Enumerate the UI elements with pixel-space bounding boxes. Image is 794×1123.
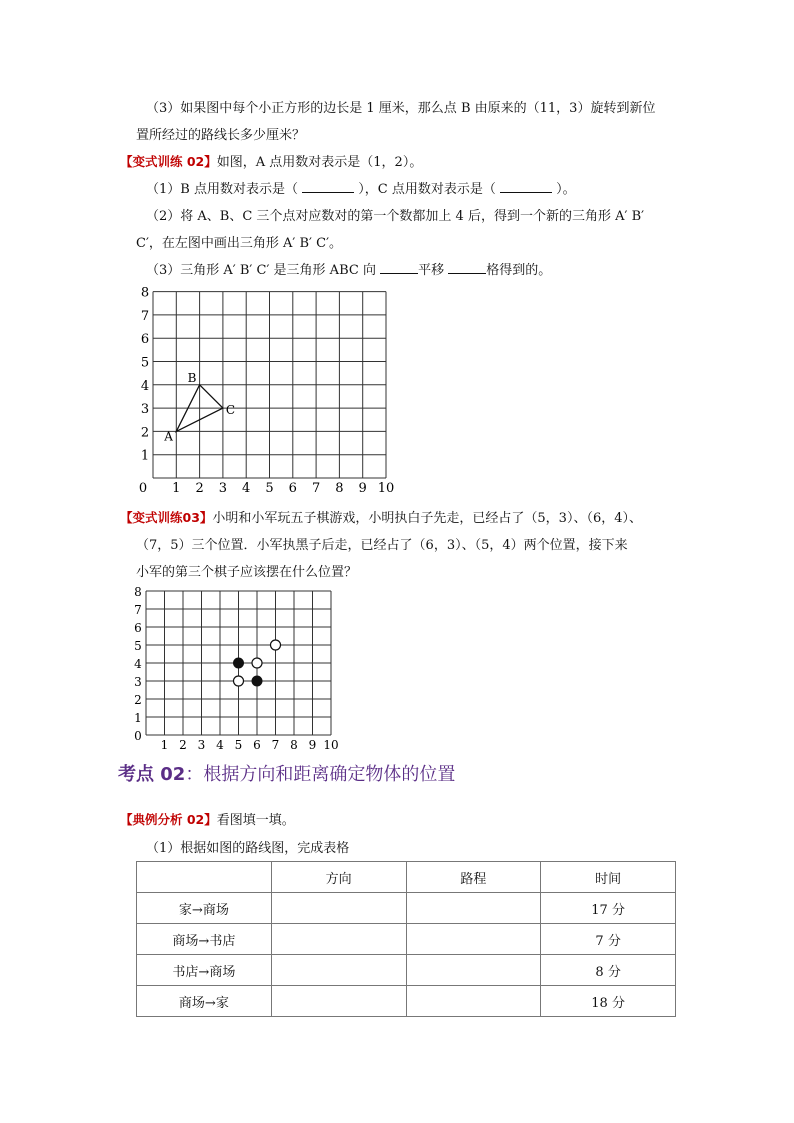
- distance-cell[interactable]: [406, 924, 541, 955]
- route-cell: 家→商场: [137, 893, 272, 924]
- exercise-02-part2-line1: （2）将 A、B、C 三个点对应数对的第一个数都加上 4 后，得到一个新的三角形 A′ B′: [146, 209, 645, 224]
- table-header-empty: [137, 862, 272, 893]
- exercise-03-line2: （7，5）三个位置．小军执黑子后走，已经占了（6，3）、（5，4）两个位置，接下来: [136, 538, 628, 553]
- y-tick-label: 6: [140, 332, 150, 348]
- y-tick-label: 6: [134, 621, 142, 635]
- x-tick-label: 5: [234, 738, 243, 752]
- gomoku-board: [127, 585, 347, 755]
- example-analysis-intro: 看图填一填。: [216, 813, 295, 828]
- part3-text-a: （3）三角形 A′ B′ C′ 是三角形 ABC 向: [146, 263, 376, 278]
- table-row: [137, 924, 676, 955]
- route-cell: 商场→家: [137, 986, 272, 1017]
- y-tick-label: 7: [134, 603, 142, 617]
- x-tick-label: 10: [323, 738, 339, 752]
- y-tick-label: 2: [140, 425, 150, 441]
- distance-cell[interactable]: [406, 893, 541, 924]
- white-stone: [271, 640, 281, 650]
- black-stone: [252, 676, 262, 686]
- direction-cell[interactable]: [271, 893, 406, 924]
- x-tick-label: 9: [358, 481, 367, 496]
- time-cell: 18 分: [541, 986, 676, 1017]
- exercise-03-tag: 【变式训练03】: [120, 510, 213, 525]
- x-tick-label: 1: [160, 738, 169, 752]
- table-header-distance: 路程: [406, 862, 541, 893]
- y-tick-label: 3: [140, 402, 150, 418]
- y-tick-label: 8: [140, 285, 150, 301]
- x-tick-label: 2: [179, 738, 187, 752]
- y-tick-label: 1: [134, 711, 142, 725]
- x-tick-label: 3: [197, 738, 206, 752]
- exercise-02-part3: [146, 259, 551, 278]
- x-tick-label: 10: [377, 481, 395, 496]
- exercise-03-line1: [120, 507, 642, 526]
- x-tick-label: 7: [311, 481, 321, 496]
- y-tick-label: 1: [140, 448, 150, 464]
- x-tick-label: 6: [288, 481, 297, 496]
- x-tick-label: 9: [308, 738, 317, 752]
- table-header-row: [137, 862, 676, 893]
- example-analysis-tag: 【典例分析 02】: [120, 812, 217, 827]
- x-tick-label: 6: [253, 738, 261, 752]
- route-table: [136, 861, 676, 1017]
- distance-cell[interactable]: [406, 955, 541, 986]
- white-stone: [252, 658, 262, 668]
- y-tick-label: 3: [134, 675, 142, 689]
- grid-1-tick-labels: [139, 286, 394, 496]
- x-tick-label: 4: [216, 738, 224, 752]
- q3-line1: （3）如果图中每个小正方形的边长是 1 厘米，那么点 B 由原来的（11，3）旋转到新位: [146, 101, 656, 116]
- example-analysis-line: [120, 809, 295, 828]
- exercise-03-line3: 小军的第三个棋子应该摆在什么位置？: [136, 565, 358, 580]
- answer-blank-b[interactable]: [302, 180, 354, 193]
- x-tick-label: 3: [218, 481, 228, 496]
- time-cell: 7 分: [541, 924, 676, 955]
- direction-cell[interactable]: [271, 986, 406, 1017]
- table-header-direction: 方向: [271, 862, 406, 893]
- exercise-03-text1: 小明和小军玩五子棋游戏，小明执白子先走，已经占了（5，3）、（6，4）、: [212, 511, 642, 526]
- exercise-02-tag: 【变式训练 02】: [120, 154, 217, 169]
- time-cell: 8 分: [541, 955, 676, 986]
- y-tick-label: 7: [140, 308, 150, 324]
- part1-text-b: ），C 点用数对表示是（: [358, 182, 496, 197]
- x-tick-label: 2: [195, 481, 204, 496]
- y-tick-label: 4: [140, 378, 150, 394]
- y-tick-label: 5: [140, 355, 150, 371]
- table-header-time: 时间: [541, 862, 676, 893]
- point-label-b: B: [187, 370, 197, 385]
- section-heading-label: 考点 02: [118, 764, 186, 785]
- route-cell: 书店→商场: [137, 955, 272, 986]
- x-tick-label: 8: [335, 481, 344, 496]
- part3-text-c: 格得到的。: [486, 263, 552, 278]
- table-row: [137, 893, 676, 924]
- exercise-02-line: [120, 151, 422, 170]
- direction-cell[interactable]: [271, 955, 406, 986]
- white-stone: [234, 676, 244, 686]
- answer-blank-c[interactable]: [500, 180, 552, 193]
- distance-cell[interactable]: [406, 986, 541, 1017]
- route-cell: 商场→书店: [137, 924, 272, 955]
- answer-blank-squares[interactable]: [448, 261, 486, 274]
- coordinate-grid-1: [135, 282, 397, 496]
- direction-cell[interactable]: [271, 924, 406, 955]
- example-analysis-sub1: （1）根据如图的路线图，完成表格: [146, 841, 350, 856]
- table-row: [137, 955, 676, 986]
- point-label-c: C: [225, 403, 236, 418]
- q3-line2: 置所经过的路线长多少厘米？: [136, 128, 306, 143]
- y-tick-label: 8: [134, 585, 142, 599]
- y-tick-label: 0: [134, 729, 142, 743]
- part1-text-a: （1）B 点用数对表示是（: [146, 182, 298, 197]
- exercise-02-part2-line2: C′，在左图中画出三角形 A′ B′ C′。: [136, 236, 343, 251]
- x-tick-label: 1: [172, 481, 181, 496]
- x-tick-label: 0: [138, 481, 148, 496]
- x-tick-label: 4: [242, 481, 251, 496]
- y-tick-label: 4: [134, 657, 142, 671]
- black-stone: [234, 658, 244, 668]
- section-heading-text: ：根据方向和距离确定物体的位置: [185, 764, 456, 785]
- x-tick-label: 7: [271, 738, 280, 752]
- section-heading: [118, 760, 455, 786]
- part3-text-b: 平移: [418, 263, 445, 278]
- answer-blank-direction[interactable]: [380, 261, 418, 274]
- x-tick-label: 5: [265, 481, 274, 496]
- x-tick-label: 8: [290, 738, 298, 752]
- part1-text-c: ）。: [556, 182, 576, 197]
- y-tick-label: 5: [134, 639, 142, 653]
- exercise-02-intro: 如图，A 点用数对表示是（1，2）。: [216, 155, 423, 170]
- y-tick-label: 2: [134, 693, 142, 707]
- table-row: [137, 986, 676, 1017]
- point-label-a: A: [164, 429, 173, 444]
- exercise-02-part1: [146, 178, 576, 197]
- time-cell: 17 分: [541, 893, 676, 924]
